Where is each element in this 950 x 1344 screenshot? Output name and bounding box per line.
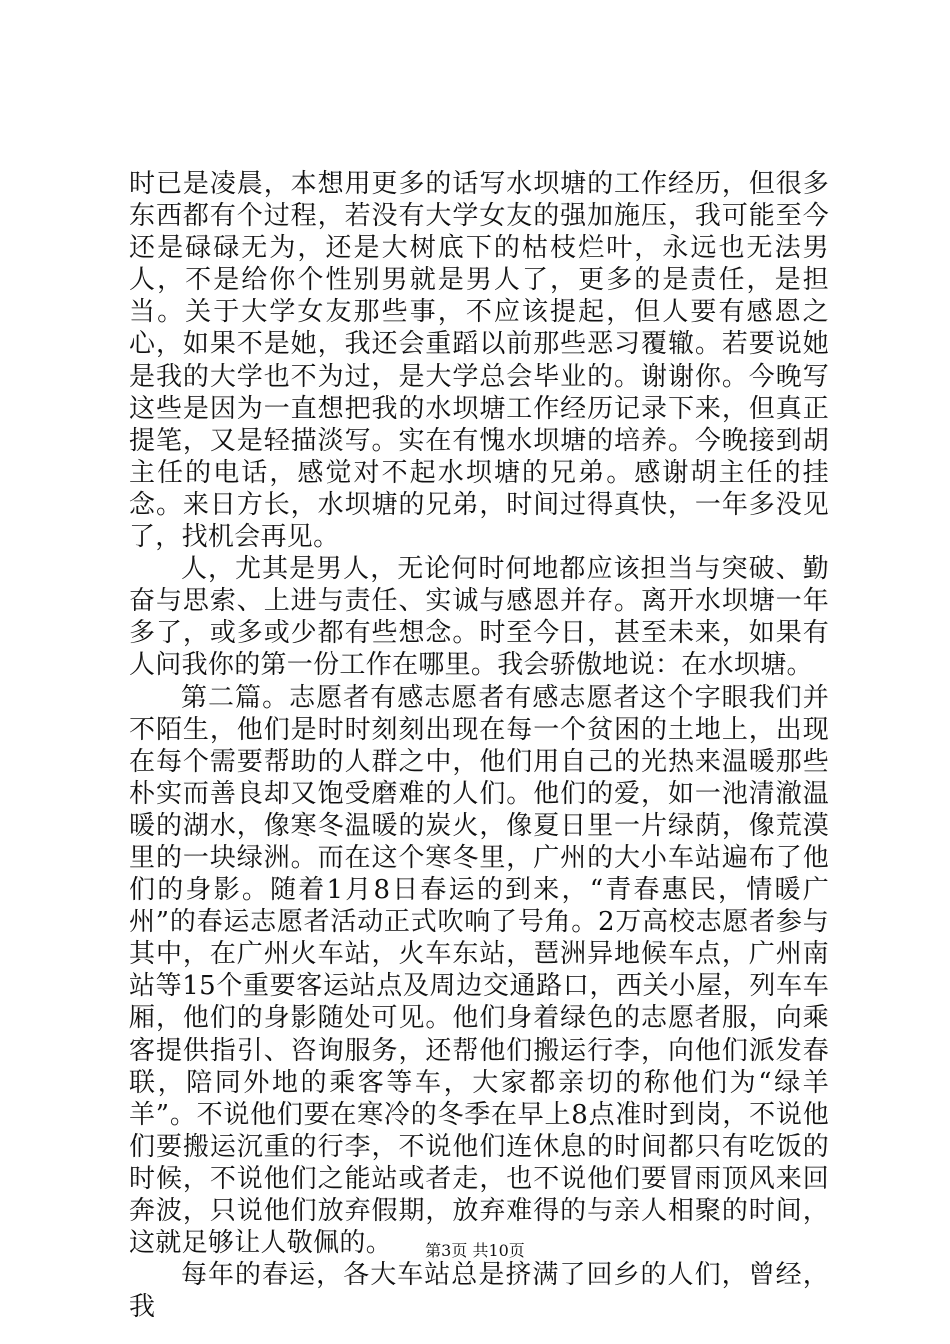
paragraph-4: 每年的春运，各大车站总是挤满了回乡的人们，曾经，我	[129, 1260, 829, 1323]
document-body	[129, 168, 829, 1323]
paragraph-2: 人，尤其是男人，无论何时何地都应该担当与突破、勤奋与思索、上进与责任、实诚与感恩并存。离开水坝塘一年多了，或多或少都有些想念。时至今日，甚至未来，如果有人问我你的第一份工作在哪里。我会骄傲地说：在水坝塘。	[129, 554, 829, 681]
page-footer: 第3页 共10页	[425, 1241, 525, 1260]
paragraph-3: 第二篇。志愿者有感志愿者有感志愿者这个字眼我们并不陌生，他们是时时刻刻出现在每一个贫困的土地上，出现在每个需要帮助的人群之中，他们用自己的光热来温暖那些朴实而善良却又饱受磨难的人们。他们的爱，如一池清澈温暖的湖水，像寒冬温暖的炭火，像夏日里一片绿荫，像荒漠里的一块绿洲。而在这个寒冬里，广州的大小车站遍布了他们的身影。随着1月8日春运的到来，“青春惠民，情暖广州”的春运志愿者活动正式吹响了号角。2万高校志愿者参与其中，在广州火车站，火车东站，琶洲异地候车点，广州南站等15个重要客运站点及周边交通路口，西关小屋，列车车厢，他们的身影随处可见。他们身着绿色的志愿者服，向乘客提供指引、咨询服务，还帮他们搬运行李，向他们派发春联，陪同外地的乘客等车，大家都亲切的称他们为“绿羊羊”。不说他们要在寒冷的冬季在早上8点准时到岗，不说他们要搬运沉重的行李，不说他们连休息的时间都只有吃饭的时候，不说他们之能站或者走，也不说他们要冒雨顶风来回奔波，只说他们放弃假期，放弃难得的与亲人相聚的时间，这就足够让人敬佩的。	[129, 682, 829, 1259]
paragraph-1: 时已是凌晨，本想用更多的话写水坝塘的工作经历，但很多东西都有个过程，若没有大学女友的强加施压，我可能至今还是碌碌无为，还是大树底下的枯枝烂叶，永远也无法男人，不是给你个性别男就是男人了，更多的是责任，是担当。关于大学女友那些事，不应该提起，但人要有感恩之心，如果不是她，我还会重蹈以前那些恶习覆辙。若要说她是我的大学也不为过，是大学总会毕业的。谢谢你。今晚写这些是因为一直想把我的水坝塘工作经历记录下来，但真正提笔，又是轻描淡写。实在有愧水坝塘的培养。今晚接到胡主任的电话，感觉对不起水坝塘的兄弟。感谢胡主任的挂念。来日方长，水坝塘的兄弟，时间过得真快，一年多没见了，找机会再见。	[129, 169, 829, 553]
